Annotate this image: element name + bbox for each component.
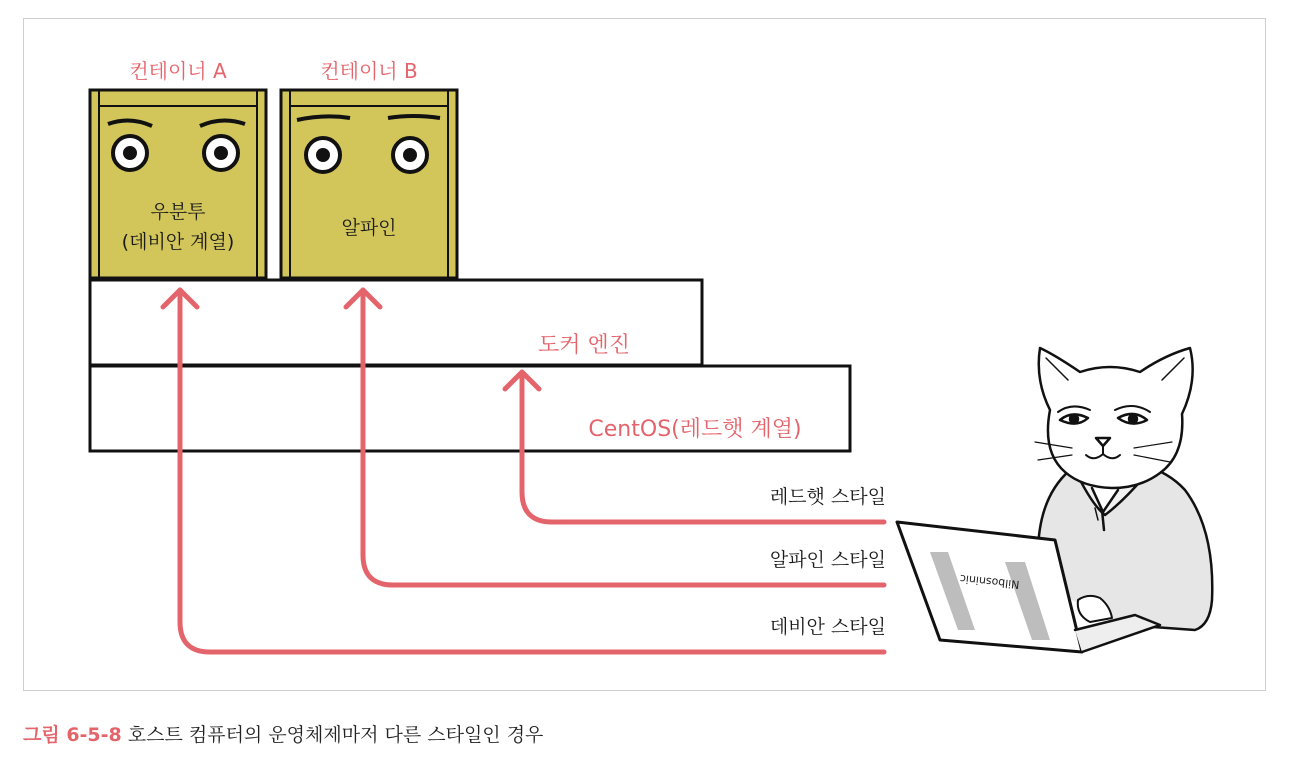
debian-style-label: 데비안 스타일 [769, 616, 886, 638]
container-b-os-line1: 알파인 [341, 217, 397, 239]
host-os-label: CentOS(레드햇 계열) [588, 417, 802, 442]
docker-engine-label: 도커 엔진 [537, 333, 631, 358]
container-a-os-line2: (데비안 계열) [121, 231, 235, 253]
figure-caption [23, 720, 543, 747]
alpine-style-label: 알파인 스타일 [769, 549, 886, 571]
caption-number: 그림 6-5-8 [23, 724, 122, 746]
container-a-os-line1: 우분투 [150, 201, 206, 223]
container-b [281, 90, 457, 278]
laptop-brand-text: Nilbosninic [959, 571, 1021, 592]
caption-text: 호스트 컴퓨터의 운영체제마저 다른 스타일인 경우 [127, 724, 544, 746]
container-b-title: 컨테이너 B [320, 59, 418, 83]
redhat-style-label: 레드햇 스타일 [769, 486, 886, 508]
container-a-title: 컨테이너 A [129, 59, 227, 83]
cat-illustration [897, 348, 1212, 652]
